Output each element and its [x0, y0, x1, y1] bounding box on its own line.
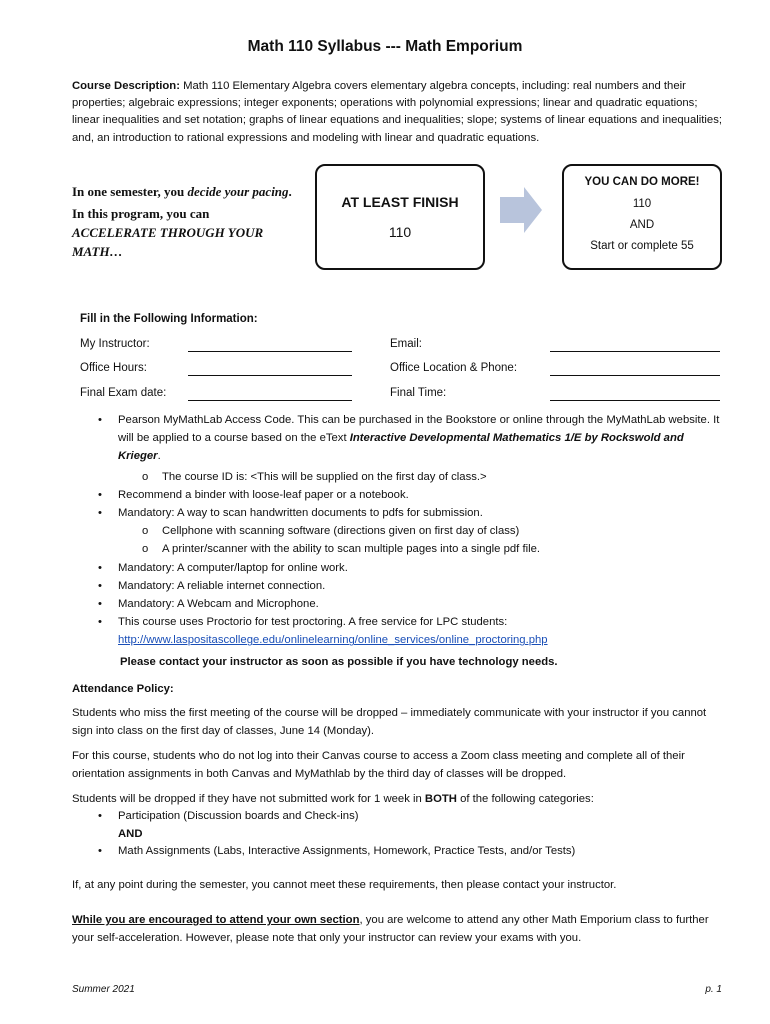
- instructor-label: My Instructor:: [80, 338, 150, 350]
- pacing-line1-a: In one semester, you: [72, 184, 185, 199]
- bullet-icon: •: [98, 507, 102, 520]
- pacing-note: [72, 182, 292, 261]
- final-time-label: Final Time:: [390, 387, 447, 399]
- contact-note: Please contact your instructor as soon as possible if you have technology needs.: [120, 656, 558, 668]
- bullet-icon: •: [98, 598, 102, 611]
- webcam-text: Mandatory: A Webcam and Microphone.: [118, 598, 319, 611]
- mml-text-c: .: [157, 450, 161, 463]
- list-item: [98, 504, 728, 522]
- bullet-icon: •: [98, 579, 102, 592]
- minimum-goal-box: [315, 164, 485, 270]
- office-hours-blank[interactable]: [188, 365, 352, 376]
- circle-bullet-icon: o: [142, 470, 149, 483]
- and-text: AND: [118, 827, 143, 840]
- list-item: [98, 595, 728, 613]
- attendance-heading: Attendance Policy:: [72, 683, 174, 695]
- attendance-p1: Students who miss the first meeting of the course will be dropped – immediately communicate with your instructor if you cannot sign into class on the first day of classes, June 14 (Monday).: [72, 707, 707, 737]
- pacing-line1-b: decide your pacing: [187, 184, 289, 199]
- office-location-label: Office Location & Phone:: [390, 362, 518, 374]
- email-blank[interactable]: [550, 341, 720, 352]
- pacing-line2: In this program, you can: [72, 206, 210, 221]
- instructor-blank[interactable]: [188, 341, 352, 352]
- bullet-icon: •: [98, 561, 102, 574]
- office-hours-label: Office Hours:: [80, 362, 147, 374]
- scan-text: Mandatory: A way to scan handwritten documents to pdfs for submission.: [118, 507, 483, 520]
- pacing-line3: ACCELERATE THROUGH YOUR MATH…: [72, 225, 264, 259]
- category-1-text: Participation (Discussion boards and Check-ins): [118, 810, 359, 822]
- bullet-icon: •: [98, 488, 102, 501]
- final-exam-date-label: Final Exam date:: [80, 387, 167, 399]
- list-item: [98, 411, 728, 466]
- attendance-p2: For this course, students who do not log into their Canvas course to access a Zoom class meeting and complete all of their orientation assignments in both Canvas and MyMathlab by the third day of classes will be dropped.: [72, 750, 685, 780]
- attendance-p3-a: Students will be dropped if they have not submitted work for 1 week in: [72, 793, 425, 805]
- mml-text-b: Interactive Developmental Mathematics 1/E by Rockswold and Krieger: [118, 432, 684, 463]
- binder-text: Recommend a binder with loose-leaf paper or a notebook.: [118, 488, 409, 501]
- list-item: [98, 486, 728, 504]
- office-location-blank[interactable]: [550, 365, 720, 376]
- list-item: [98, 540, 728, 558]
- stretch-goal-heading: YOU CAN DO MORE!: [584, 176, 700, 188]
- list-item: [98, 613, 728, 649]
- attendance-p4: If, at any point during the semester, you cannot meet these requirements, then please contact your instructor.: [72, 879, 617, 891]
- internet-text: Mandatory: A reliable internet connection.: [118, 579, 326, 592]
- requirements-list: [98, 411, 728, 650]
- minimum-goal-heading: AT LEAST FINISH: [341, 194, 459, 210]
- stretch-goal-line3: Start or complete 55: [590, 240, 694, 252]
- list-item: [98, 577, 728, 595]
- mml-text-a: Pearson MyMathLab Access Code. This can be purchased in the Bookstore or online through the MyMathLab website. It will be applied to a course based on the eText: [118, 414, 720, 445]
- footer-page-number: p. 1: [705, 984, 722, 995]
- attendance-p5: [72, 912, 727, 947]
- attendance-p3-b: BOTH: [424, 793, 457, 805]
- list-item: [98, 559, 728, 577]
- list-item: [98, 468, 728, 486]
- category-2-text: Math Assignments (Labs, Interactive Assignments, Homework, Practice Tests, and/or Tests): [118, 845, 576, 857]
- email-label: Email:: [390, 338, 422, 350]
- course-id-text: The course ID is: <This will be supplied on the first day of class.>: [162, 470, 487, 483]
- minimum-goal-value: 110: [388, 224, 412, 240]
- stretch-goal-box: [562, 164, 722, 270]
- bullet-icon: •: [98, 414, 102, 426]
- circle-bullet-icon: o: [142, 543, 149, 556]
- categories-list: [98, 808, 718, 861]
- list-item: [98, 522, 728, 540]
- course-description: [72, 78, 722, 147]
- computer-text: Mandatory: A computer/laptop for online work.: [118, 561, 348, 574]
- final-exam-date-blank[interactable]: [188, 390, 352, 401]
- description-label: Course Description:: [72, 80, 180, 92]
- attendance-p3-c: of the following categories:: [456, 793, 594, 805]
- printer-text: A printer/scanner with the ability to scan multiple pages into a single pdf file.: [162, 543, 541, 556]
- pacing-line1-c: .: [288, 184, 292, 199]
- list-item: [98, 843, 718, 861]
- attendance-p5-b: , you are welcome to attend any other Math Emporium class to further your self-acceleration. However, please note that only your instructor can review your exams with you.: [72, 914, 709, 944]
- attendance-p3: [72, 791, 727, 809]
- right-arrow-icon: [500, 187, 542, 233]
- stretch-goal-line1: 110: [632, 198, 652, 210]
- proctorio-link[interactable]: http://www.laspositascollege.edu/onlinelearning/online_services/online_proctoring.php: [118, 634, 548, 647]
- proctorio-text: This course uses Proctorio for test proctoring. A free service for LPC students:: [118, 616, 508, 629]
- attendance-p5-a: While you are encouraged to attend your own section: [72, 914, 360, 926]
- page-title: Math 110 Syllabus --- Math Emporium: [247, 38, 523, 55]
- cellphone-text: Cellphone with scanning software (directions given on first day of class): [162, 525, 520, 538]
- bullet-icon: •: [98, 810, 102, 822]
- fill-info-title: Fill in the Following Information:: [80, 313, 258, 325]
- bullet-icon: •: [98, 845, 102, 857]
- circle-bullet-icon: o: [142, 525, 149, 538]
- bullet-icon: •: [98, 616, 102, 629]
- stretch-goal-line2: AND: [629, 219, 655, 231]
- list-item: [98, 808, 718, 826]
- footer-term: Summer 2021: [72, 984, 135, 995]
- description-text: Math 110 Elementary Algebra covers elementary algebra concepts, including: real numbers and their properties; algebraic expressions; integer exponents; operations with polynomial expressions; linear and quadratic equations; linear inequalities and set notation; graphs of linear equations and inequalities; slope; systems of linear equations and inequalities; and, an introduction to rational expressions and modeling with linear and quadratic equations.: [72, 80, 722, 144]
- final-time-blank[interactable]: [550, 390, 720, 401]
